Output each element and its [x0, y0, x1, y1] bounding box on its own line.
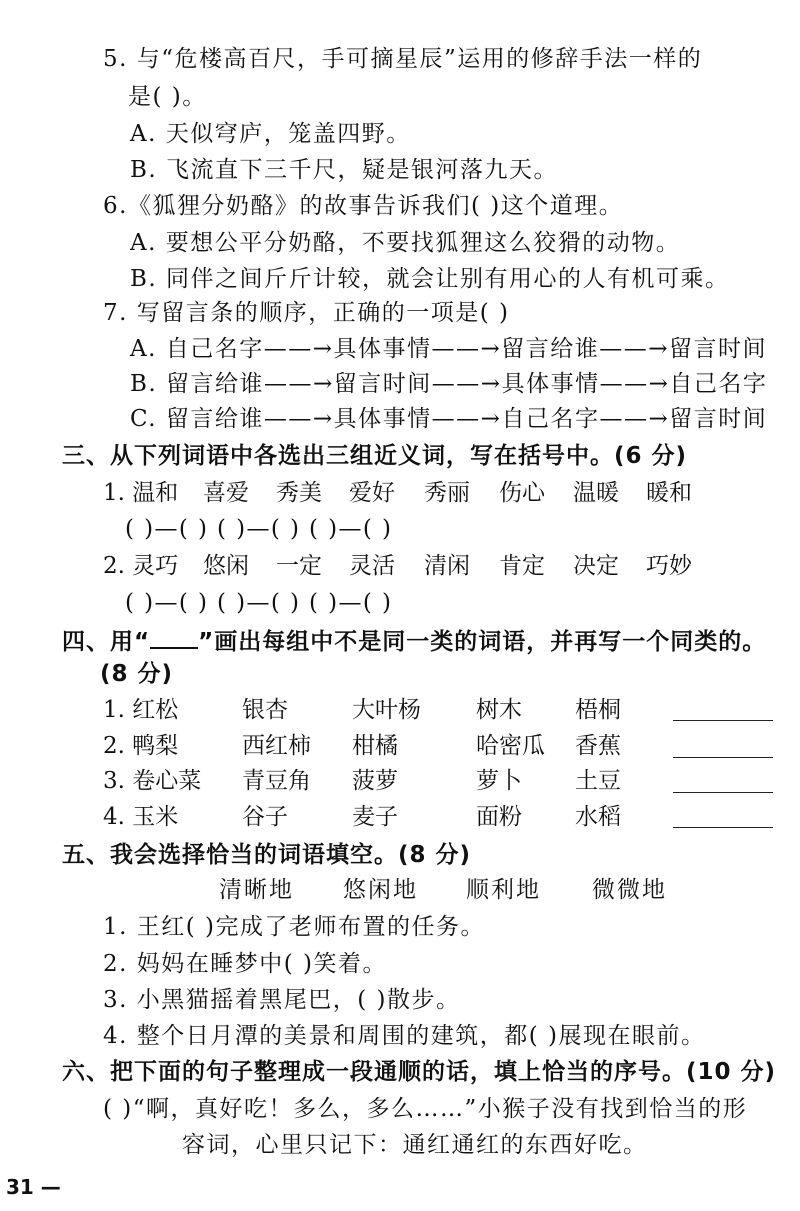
section4-title-post: ”画出每组中不是同一类的词语，并再写一个同类的。 — [198, 629, 767, 655]
q5-option-b: B. 飞流直下三千尺，疑是银河落九天。 — [130, 157, 559, 183]
q5-line1: 5. 与“危楼高百尺，手可摘星辰”运用的修辞手法一样的 — [103, 46, 703, 72]
s3-row1-word: 秀美 — [276, 480, 322, 506]
s4-word[interactable]: 3. 卷心菜 — [103, 768, 202, 794]
s5-option: 顺利地 — [466, 877, 541, 903]
s5-item[interactable]: 3. 小黑猫摇着黑尾巴，( )散步。 — [103, 987, 461, 1013]
q7-option-a: A. 自己名字——→具体事情——→留言给谁——→留言时间 — [130, 336, 768, 362]
s3-row1-word: 温暖 — [573, 480, 619, 506]
s3-row1-word: 秀丽 — [424, 480, 470, 506]
s3-row1-word: 1. 温和 — [103, 480, 179, 506]
s4-word[interactable]: 水稻 — [575, 804, 621, 830]
s4-word[interactable]: 4. 玉米 — [103, 804, 179, 830]
s4-word[interactable]: 麦子 — [352, 804, 398, 830]
s3-row1-blanks[interactable]: ( )—( ) ( )—( ) ( )—( ) — [125, 516, 393, 542]
q7-option-b: B. 留言给谁——→留言时间——→具体事情——→自己名字 — [130, 371, 768, 397]
section6-title: 六、把下面的句子整理成一段通顺的话，填上恰当的序号。(10 分) — [62, 1059, 777, 1085]
s6-line2: 容词，心里只记下：通红通红的东西好吃。 — [182, 1132, 648, 1158]
q6-option-a: A. 要想公平分奶酪，不要找狐狸这么狡猾的动物。 — [130, 230, 681, 256]
s5-option: 微微地 — [592, 877, 667, 903]
s4-answer-blank[interactable] — [673, 757, 773, 758]
s5-option: 悠闲地 — [343, 877, 418, 903]
s4-word[interactable]: 梧桐 — [575, 697, 621, 723]
q7-option-c: C. 留言给谁——→具体事情——→自己名字——→留言时间 — [130, 406, 768, 432]
s4-word[interactable]: 柑橘 — [352, 733, 398, 759]
s4-word[interactable]: 哈密瓜 — [476, 733, 545, 759]
page-number: 31 — — [6, 1175, 61, 1199]
q5-option-a: A. 天似穹庐，笼盖四野。 — [130, 121, 411, 147]
section4-score: (8 分) — [100, 661, 174, 687]
s4-word[interactable]: 树木 — [476, 697, 522, 723]
underline-sample — [150, 625, 198, 649]
s3-row2-blanks[interactable]: ( )—( ) ( )—( ) ( )—( ) — [125, 590, 393, 616]
s4-word[interactable]: 土豆 — [575, 768, 621, 794]
s3-row2-word: 决定 — [573, 553, 619, 579]
s4-word[interactable]: 青豆角 — [242, 768, 311, 794]
q7-line1: 7. 写留言条的顺序，正确的一项是( ) — [103, 300, 510, 326]
s4-word[interactable]: 萝卜 — [476, 768, 522, 794]
section4-title-pre: 四、用“ — [62, 629, 151, 655]
s4-word[interactable]: 菠萝 — [352, 768, 398, 794]
s4-word[interactable]: 谷子 — [242, 804, 288, 830]
s5-option: 清晰地 — [219, 877, 294, 903]
s4-word[interactable]: 1. 红松 — [103, 697, 179, 723]
s4-word[interactable]: 大叶杨 — [352, 697, 421, 723]
s4-word[interactable]: 银杏 — [242, 697, 288, 723]
s4-answer-blank[interactable] — [673, 720, 773, 721]
s3-row2-word: 清闲 — [424, 553, 470, 579]
s4-answer-blank[interactable] — [673, 827, 773, 828]
s3-row1-word: 伤心 — [499, 480, 545, 506]
s3-row1-word: 暖和 — [646, 480, 692, 506]
s4-word[interactable]: 香蕉 — [575, 733, 621, 759]
s5-item[interactable]: 2. 妈妈在睡梦中( )笑着。 — [103, 951, 388, 977]
section4-title — [62, 625, 766, 657]
section5-title: 五、我会选择恰当的词语填空。(8 分) — [62, 842, 472, 868]
s5-item[interactable]: 1. 王红( )完成了老师布置的任务。 — [103, 914, 486, 940]
s3-row2-word: 悠闲 — [203, 553, 249, 579]
s5-item[interactable]: 4. 整个日月潭的美景和周围的建筑，都( )展现在眼前。 — [103, 1023, 706, 1049]
q5-line2: 是( )。 — [128, 84, 207, 110]
s3-row1-word: 爱好 — [349, 480, 395, 506]
s3-row2-word: 灵活 — [349, 553, 395, 579]
s4-word[interactable]: 2. 鸭梨 — [103, 733, 179, 759]
section3-title: 三、从下列词语中各选出三组近义词，写在括号中。(6 分) — [62, 443, 688, 469]
s3-row1-word: 喜爱 — [203, 480, 249, 506]
q6-line1: 6.《狐狸分奶酪》的故事告诉我们( )这个道理。 — [103, 193, 624, 219]
s3-row2-word: 巧妙 — [646, 553, 692, 579]
s4-word[interactable]: 面粉 — [476, 804, 522, 830]
s3-row2-word: 一定 — [276, 553, 322, 579]
q6-option-b: B. 同伴之间斤斤计较，就会让别有用心的人有机可乘。 — [130, 266, 730, 292]
s6-line1[interactable]: ( )“啊，真好吃！多么，多么……”小猴子没有找到恰当的形 — [103, 1096, 748, 1122]
s3-row2-word: 肯定 — [499, 553, 545, 579]
s4-word[interactable]: 西红柿 — [242, 733, 311, 759]
s4-answer-blank[interactable] — [673, 792, 773, 793]
s3-row2-word: 2. 灵巧 — [103, 553, 179, 579]
